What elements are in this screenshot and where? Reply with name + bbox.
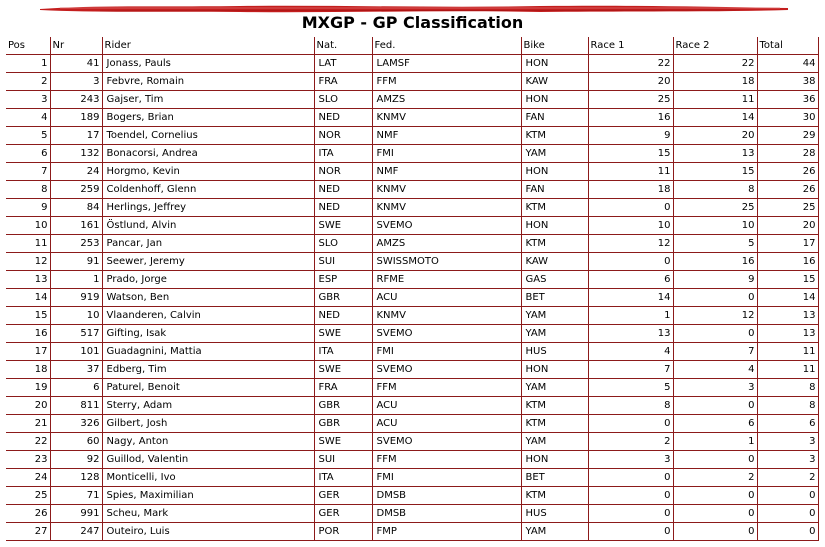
cell-pos: 22 xyxy=(6,433,50,451)
cell-pos: 14 xyxy=(6,289,50,307)
column-header-nr: Nr xyxy=(50,37,102,55)
cell-nr: 189 xyxy=(50,109,102,127)
cell-race2: 10 xyxy=(673,217,757,235)
cell-nat: ITA xyxy=(314,145,372,163)
cell-bike: YAM xyxy=(521,433,588,451)
cell-nr: 101 xyxy=(50,343,102,361)
cell-nr: 161 xyxy=(50,217,102,235)
cell-total: 38 xyxy=(757,73,818,91)
cell-race2: 11 xyxy=(673,91,757,109)
cell-fed: FFM xyxy=(372,379,521,397)
cell-race2: 0 xyxy=(673,523,757,541)
cell-pos: 16 xyxy=(6,325,50,343)
cell-fed: SVEMO xyxy=(372,217,521,235)
cell-nat: NED xyxy=(314,181,372,199)
column-header-race1: Race 1 xyxy=(588,37,673,55)
cell-pos: 8 xyxy=(6,181,50,199)
cell-rider: Gilbert, Josh xyxy=(102,415,314,433)
table-row xyxy=(6,253,818,271)
cell-pos: 24 xyxy=(6,469,50,487)
cell-bike: HUS xyxy=(521,505,588,523)
cell-nr: 41 xyxy=(50,55,102,73)
cell-race2: 6 xyxy=(673,415,757,433)
cell-race2: 20 xyxy=(673,127,757,145)
cell-total: 13 xyxy=(757,307,818,325)
cell-fed: KNMV xyxy=(372,199,521,217)
cell-nat: SWE xyxy=(314,361,372,379)
cell-nat: ITA xyxy=(314,469,372,487)
cell-nat: SWE xyxy=(314,217,372,235)
cell-nr: 259 xyxy=(50,181,102,199)
cell-pos: 19 xyxy=(6,379,50,397)
cell-race2: 0 xyxy=(673,289,757,307)
cell-nat: NOR xyxy=(314,127,372,145)
cell-rider: Monticelli, Ivo xyxy=(102,469,314,487)
cell-pos: 23 xyxy=(6,451,50,469)
cell-fed: FFM xyxy=(372,451,521,469)
cell-race1: 15 xyxy=(588,145,673,163)
cell-nat: GER xyxy=(314,505,372,523)
cell-pos: 26 xyxy=(6,505,50,523)
cell-nat: SWE xyxy=(314,325,372,343)
table-row xyxy=(6,307,818,325)
cell-pos: 15 xyxy=(6,307,50,325)
cell-race1: 20 xyxy=(588,73,673,91)
cell-rider: Watson, Ben xyxy=(102,289,314,307)
page-title: MXGP - GP Classification xyxy=(301,13,524,32)
cell-rider: Paturel, Benoit xyxy=(102,379,314,397)
cell-total: 8 xyxy=(757,379,818,397)
cell-fed: SVEMO xyxy=(372,433,521,451)
cell-nr: 6 xyxy=(50,379,102,397)
cell-nat: FRA xyxy=(314,73,372,91)
cell-nat: GBR xyxy=(314,415,372,433)
cell-nat: SLO xyxy=(314,235,372,253)
classification-table xyxy=(6,37,819,541)
cell-race1: 0 xyxy=(588,523,673,541)
cell-race2: 13 xyxy=(673,145,757,163)
cell-total: 14 xyxy=(757,289,818,307)
cell-rider: Östlund, Alvin xyxy=(102,217,314,235)
cell-nr: 919 xyxy=(50,289,102,307)
cell-pos: 27 xyxy=(6,523,50,541)
cell-fed: FMI xyxy=(372,343,521,361)
table-body xyxy=(6,55,818,541)
cell-race1: 8 xyxy=(588,397,673,415)
table-row xyxy=(6,379,818,397)
cell-race2: 0 xyxy=(673,397,757,415)
cell-race1: 3 xyxy=(588,451,673,469)
cell-nat: LAT xyxy=(314,55,372,73)
cell-total: 36 xyxy=(757,91,818,109)
table-row xyxy=(6,145,818,163)
cell-race2: 22 xyxy=(673,55,757,73)
cell-race2: 1 xyxy=(673,433,757,451)
table-row xyxy=(6,181,818,199)
cell-nr: 24 xyxy=(50,163,102,181)
cell-nat: SWE xyxy=(314,433,372,451)
cell-pos: 5 xyxy=(6,127,50,145)
cell-bike: KAW xyxy=(521,73,588,91)
table-row xyxy=(6,487,818,505)
cell-nr: 10 xyxy=(50,307,102,325)
cell-race2: 7 xyxy=(673,343,757,361)
cell-bike: HON xyxy=(521,163,588,181)
cell-total: 20 xyxy=(757,217,818,235)
cell-race1: 0 xyxy=(588,415,673,433)
cell-fed: DMSB xyxy=(372,487,521,505)
cell-race2: 25 xyxy=(673,199,757,217)
cell-total: 26 xyxy=(757,163,818,181)
cell-total: 29 xyxy=(757,127,818,145)
column-header-nat: Nat. xyxy=(314,37,372,55)
table-row xyxy=(6,127,818,145)
cell-race1: 2 xyxy=(588,433,673,451)
table-header-row xyxy=(6,37,818,55)
cell-race1: 1 xyxy=(588,307,673,325)
cell-pos: 20 xyxy=(6,397,50,415)
cell-nr: 811 xyxy=(50,397,102,415)
cell-race2: 0 xyxy=(673,325,757,343)
cell-pos: 10 xyxy=(6,217,50,235)
cell-total: 6 xyxy=(757,415,818,433)
cell-fed: ACU xyxy=(372,397,521,415)
column-header-total: Total xyxy=(757,37,818,55)
cell-rider: Gajser, Tim xyxy=(102,91,314,109)
table-row xyxy=(6,109,818,127)
cell-nat: NOR xyxy=(314,163,372,181)
cell-fed: SVEMO xyxy=(372,325,521,343)
cell-race1: 7 xyxy=(588,361,673,379)
cell-nr: 253 xyxy=(50,235,102,253)
cell-total: 13 xyxy=(757,325,818,343)
cell-total: 25 xyxy=(757,199,818,217)
cell-rider: Bonacorsi, Andrea xyxy=(102,145,314,163)
cell-pos: 3 xyxy=(6,91,50,109)
cell-total: 26 xyxy=(757,181,818,199)
cell-nat: GBR xyxy=(314,289,372,307)
cell-race2: 5 xyxy=(673,235,757,253)
cell-nr: 84 xyxy=(50,199,102,217)
cell-nat: ITA xyxy=(314,343,372,361)
cell-nr: 247 xyxy=(50,523,102,541)
table-row xyxy=(6,325,818,343)
cell-nr: 71 xyxy=(50,487,102,505)
cell-nr: 1 xyxy=(50,271,102,289)
cell-race2: 0 xyxy=(673,451,757,469)
table-row xyxy=(6,217,818,235)
table-row xyxy=(6,55,818,73)
cell-fed: ACU xyxy=(372,289,521,307)
cell-rider: Horgmo, Kevin xyxy=(102,163,314,181)
cell-race1: 18 xyxy=(588,181,673,199)
cell-fed: AMZS xyxy=(372,91,521,109)
cell-fed: DMSB xyxy=(372,505,521,523)
cell-fed: KNMV xyxy=(372,109,521,127)
cell-fed: RFME xyxy=(372,271,521,289)
cell-rider: Prado, Jorge xyxy=(102,271,314,289)
table-row xyxy=(6,433,818,451)
cell-race1: 0 xyxy=(588,199,673,217)
cell-nr: 17 xyxy=(50,127,102,145)
cell-pos: 21 xyxy=(6,415,50,433)
cell-pos: 9 xyxy=(6,199,50,217)
cell-bike: KTM xyxy=(521,487,588,505)
cell-bike: HON xyxy=(521,361,588,379)
cell-race1: 16 xyxy=(588,109,673,127)
cell-pos: 12 xyxy=(6,253,50,271)
cell-bike: KTM xyxy=(521,199,588,217)
cell-fed: FMI xyxy=(372,145,521,163)
cell-total: 15 xyxy=(757,271,818,289)
cell-race2: 12 xyxy=(673,307,757,325)
cell-pos: 7 xyxy=(6,163,50,181)
cell-race1: 12 xyxy=(588,235,673,253)
cell-race2: 15 xyxy=(673,163,757,181)
table-row xyxy=(6,73,818,91)
cell-race1: 4 xyxy=(588,343,673,361)
cell-bike: FAN xyxy=(521,109,588,127)
cell-rider: Pancar, Jan xyxy=(102,235,314,253)
cell-bike: YAM xyxy=(521,307,588,325)
cell-nat: NED xyxy=(314,307,372,325)
cell-total: 3 xyxy=(757,433,818,451)
cell-pos: 13 xyxy=(6,271,50,289)
cell-fed: FMI xyxy=(372,469,521,487)
cell-nat: FRA xyxy=(314,379,372,397)
cell-bike: KTM xyxy=(521,397,588,415)
cell-nr: 517 xyxy=(50,325,102,343)
cell-rider: Herlings, Jeffrey xyxy=(102,199,314,217)
cell-total: 17 xyxy=(757,235,818,253)
table-row xyxy=(6,523,818,541)
cell-fed: ACU xyxy=(372,415,521,433)
cell-pos: 2 xyxy=(6,73,50,91)
cell-fed: KNMV xyxy=(372,307,521,325)
table-row xyxy=(6,361,818,379)
column-header-race2: Race 2 xyxy=(673,37,757,55)
cell-total: 0 xyxy=(757,505,818,523)
cell-race1: 11 xyxy=(588,163,673,181)
cell-nat: GER xyxy=(314,487,372,505)
column-header-fed: Fed. xyxy=(372,37,521,55)
cell-total: 3 xyxy=(757,451,818,469)
cell-race2: 9 xyxy=(673,271,757,289)
cell-nat: POR xyxy=(314,523,372,541)
cell-race2: 8 xyxy=(673,181,757,199)
cell-rider: Sterry, Adam xyxy=(102,397,314,415)
table-row xyxy=(6,451,818,469)
table-row xyxy=(6,91,818,109)
cell-pos: 1 xyxy=(6,55,50,73)
cell-pos: 25 xyxy=(6,487,50,505)
cell-bike: YAM xyxy=(521,145,588,163)
cell-race1: 22 xyxy=(588,55,673,73)
cell-rider: Seewer, Jeremy xyxy=(102,253,314,271)
table-row xyxy=(6,397,818,415)
cell-fed: NMF xyxy=(372,127,521,145)
cell-bike: HON xyxy=(521,91,588,109)
cell-total: 30 xyxy=(757,109,818,127)
table-row xyxy=(6,163,818,181)
cell-race1: 10 xyxy=(588,217,673,235)
cell-nat: SUI xyxy=(314,253,372,271)
cell-rider: Vlaanderen, Calvin xyxy=(102,307,314,325)
table-row xyxy=(6,505,818,523)
cell-nr: 243 xyxy=(50,91,102,109)
cell-nr: 991 xyxy=(50,505,102,523)
cell-total: 8 xyxy=(757,397,818,415)
cell-rider: Gifting, Isak xyxy=(102,325,314,343)
cell-rider: Bogers, Brian xyxy=(102,109,314,127)
cell-nr: 326 xyxy=(50,415,102,433)
cell-pos: 4 xyxy=(6,109,50,127)
cell-bike: KAW xyxy=(521,253,588,271)
cell-total: 44 xyxy=(757,55,818,73)
cell-fed: AMZS xyxy=(372,235,521,253)
cell-rider: Spies, Maximilian xyxy=(102,487,314,505)
cell-rider: Guillod, Valentin xyxy=(102,451,314,469)
cell-rider: Febvre, Romain xyxy=(102,73,314,91)
cell-bike: BET xyxy=(521,469,588,487)
table-row xyxy=(6,415,818,433)
cell-bike: YAM xyxy=(521,523,588,541)
cell-bike: HON xyxy=(521,451,588,469)
cell-nat: NED xyxy=(314,199,372,217)
cell-nat: ESP xyxy=(314,271,372,289)
cell-race1: 25 xyxy=(588,91,673,109)
table-row xyxy=(6,343,818,361)
cell-rider: Guadagnini, Mattia xyxy=(102,343,314,361)
cell-race1: 13 xyxy=(588,325,673,343)
cell-bike: HUS xyxy=(521,343,588,361)
table-row xyxy=(6,235,818,253)
cell-bike: YAM xyxy=(521,379,588,397)
cell-rider: Jonass, Pauls xyxy=(102,55,314,73)
cell-fed: NMF xyxy=(372,163,521,181)
table-row xyxy=(6,199,818,217)
cell-race1: 0 xyxy=(588,487,673,505)
cell-nr: 128 xyxy=(50,469,102,487)
cell-race1: 0 xyxy=(588,505,673,523)
cell-fed: SWISSMOTO xyxy=(372,253,521,271)
cell-nr: 60 xyxy=(50,433,102,451)
table-row xyxy=(6,289,818,307)
cell-nr: 91 xyxy=(50,253,102,271)
cell-pos: 11 xyxy=(6,235,50,253)
cell-race1: 0 xyxy=(588,469,673,487)
cell-race2: 0 xyxy=(673,487,757,505)
cell-bike: KTM xyxy=(521,127,588,145)
cell-pos: 6 xyxy=(6,145,50,163)
cell-race2: 0 xyxy=(673,505,757,523)
cell-bike: GAS xyxy=(521,271,588,289)
cell-fed: KNMV xyxy=(372,181,521,199)
table-row xyxy=(6,271,818,289)
cell-nr: 92 xyxy=(50,451,102,469)
cell-bike: HON xyxy=(521,217,588,235)
cell-total: 0 xyxy=(757,523,818,541)
cell-race1: 9 xyxy=(588,127,673,145)
cell-total: 28 xyxy=(757,145,818,163)
cell-pos: 17 xyxy=(6,343,50,361)
cell-race2: 14 xyxy=(673,109,757,127)
cell-race1: 6 xyxy=(588,271,673,289)
cell-rider: Nagy, Anton xyxy=(102,433,314,451)
cell-total: 11 xyxy=(757,343,818,361)
column-header-bike: Bike xyxy=(521,37,588,55)
cell-nat: SUI xyxy=(314,451,372,469)
cell-total: 2 xyxy=(757,469,818,487)
cell-race2: 3 xyxy=(673,379,757,397)
cell-nat: GBR xyxy=(314,397,372,415)
cell-nr: 3 xyxy=(50,73,102,91)
cell-bike: KTM xyxy=(521,415,588,433)
cell-total: 11 xyxy=(757,361,818,379)
cell-rider: Outeiro, Luis xyxy=(102,523,314,541)
cell-race2: 4 xyxy=(673,361,757,379)
cell-nr: 132 xyxy=(50,145,102,163)
cell-bike: BET xyxy=(521,289,588,307)
cell-pos: 18 xyxy=(6,361,50,379)
cell-race1: 5 xyxy=(588,379,673,397)
column-header-pos: Pos xyxy=(6,37,50,55)
cell-bike: HON xyxy=(521,55,588,73)
cell-race1: 0 xyxy=(588,253,673,271)
cell-bike: FAN xyxy=(521,181,588,199)
cell-race2: 2 xyxy=(673,469,757,487)
cell-race2: 16 xyxy=(673,253,757,271)
table-row xyxy=(6,469,818,487)
cell-rider: Toendel, Cornelius xyxy=(102,127,314,145)
cell-nat: SLO xyxy=(314,91,372,109)
cell-rider: Coldenhoff, Glenn xyxy=(102,181,314,199)
cell-nr: 37 xyxy=(50,361,102,379)
cell-total: 0 xyxy=(757,487,818,505)
cell-fed: LAMSF xyxy=(372,55,521,73)
cell-bike: KTM xyxy=(521,235,588,253)
cell-race2: 18 xyxy=(673,73,757,91)
cell-race1: 14 xyxy=(588,289,673,307)
cell-rider: Scheu, Mark xyxy=(102,505,314,523)
cell-rider: Edberg, Tim xyxy=(102,361,314,379)
cell-fed: FFM xyxy=(372,73,521,91)
cell-fed: SVEMO xyxy=(372,361,521,379)
column-header-rider: Rider xyxy=(102,37,314,55)
cell-bike: YAM xyxy=(521,325,588,343)
cell-nat: NED xyxy=(314,109,372,127)
cell-total: 16 xyxy=(757,253,818,271)
cell-fed: FMP xyxy=(372,523,521,541)
